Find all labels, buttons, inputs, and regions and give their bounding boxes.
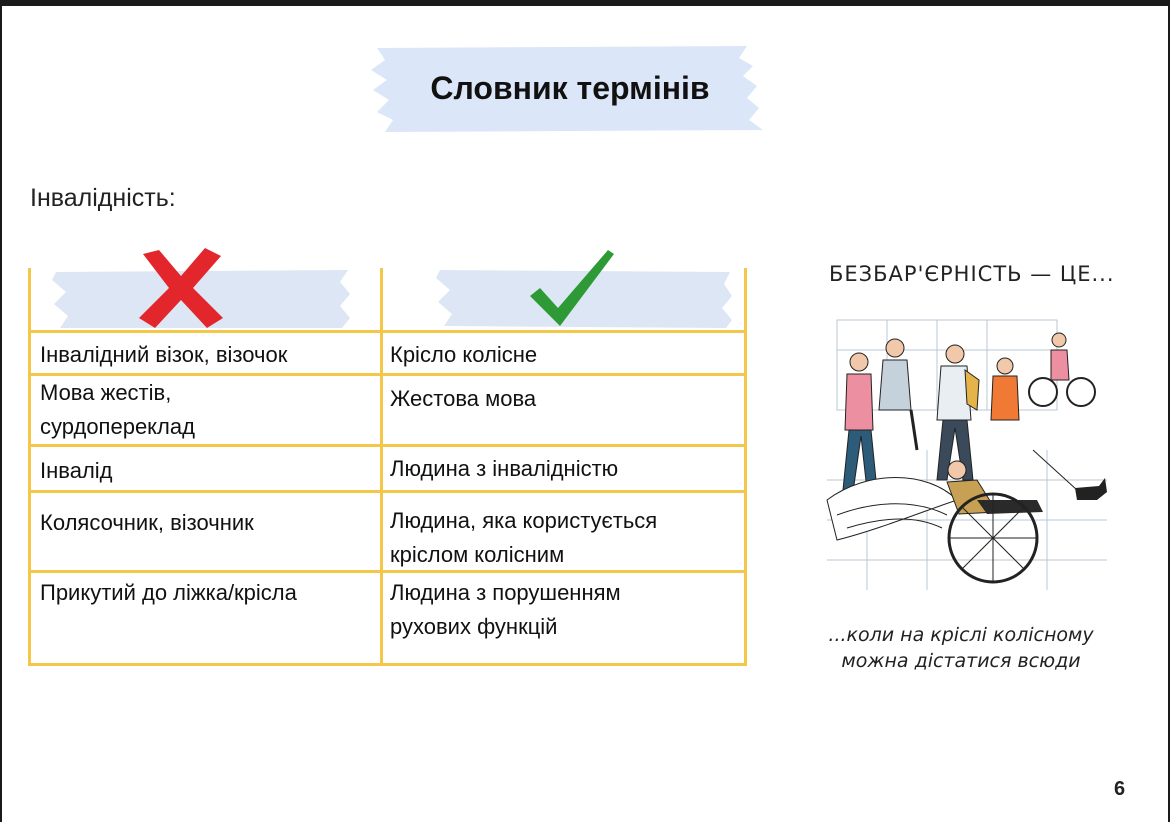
illustration-bottom-caption: ...коли на кріслі колісному можна дістатися всюди xyxy=(828,624,1094,672)
terms-table xyxy=(28,246,750,670)
checkmark-icon xyxy=(526,246,618,330)
incorrect-term: Інвалід xyxy=(40,458,113,483)
correct-term: Людина, яка користується кріслом колісним xyxy=(390,508,658,567)
correct-term: Людина з порушенням рухових функцій xyxy=(390,580,621,639)
title-banner xyxy=(367,42,773,134)
correct-term: Крісло колісне xyxy=(390,342,538,367)
accessibility-illustration xyxy=(807,256,1127,696)
incorrect-term: Мова жестів, сурдопереклад xyxy=(40,380,195,439)
page-number: 6 xyxy=(1114,778,1126,800)
incorrect-term: Інвалідний візок, візочок xyxy=(40,342,288,367)
slide xyxy=(2,6,1168,822)
page-title: Словник термінів xyxy=(430,69,710,106)
incorrect-term: Колясочник, візочник xyxy=(40,510,254,535)
incorrect-term: Прикутий до ліжка/крісла xyxy=(40,580,297,605)
people-crowd-illustration xyxy=(807,300,1127,610)
correct-term: Людина з інвалідністю xyxy=(390,456,619,481)
correct-term: Жестова мова xyxy=(390,386,537,411)
cross-icon xyxy=(133,246,229,330)
illustration-top-caption: БЕЗБАР'ЄРНІСТЬ — ЦЕ... xyxy=(829,262,1115,286)
section-label: Інвалідність: xyxy=(30,184,176,212)
